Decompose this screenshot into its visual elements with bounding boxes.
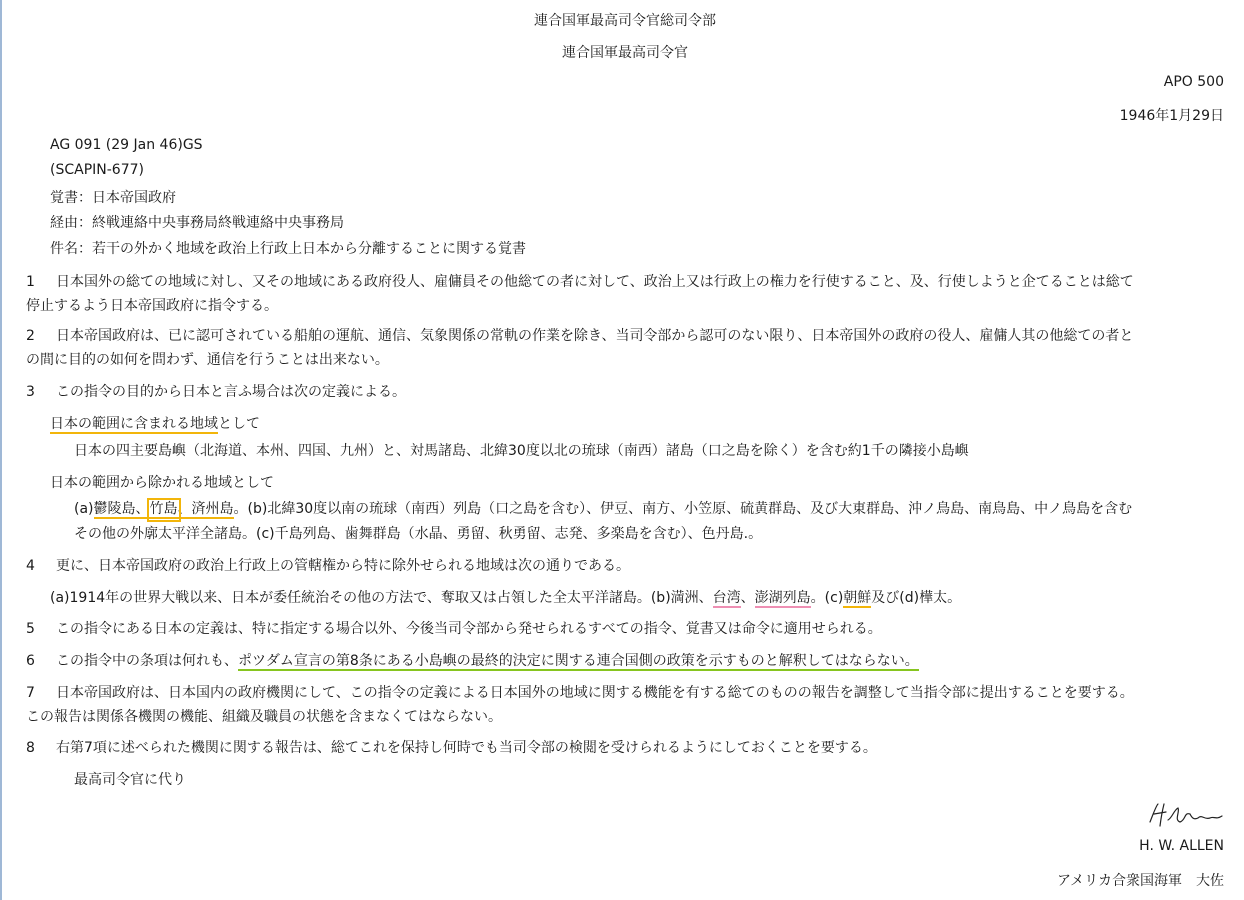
paragraph-text: 日本帝国政府は、日本国内の政府機関にして、この指令の定義による日本国外の地域に関する機能を有する総てのものの報告を調整して当指令部に提出することを要する。 xyxy=(56,685,1134,701)
potsdam-highlight: ポツダム宣言の第8条にある小島嶼の最終的決定に関する連合国側の政策を示すものと解釈してはならない。 xyxy=(238,653,919,669)
paragraph-4 xyxy=(26,555,630,575)
ag-reference: AG 091 (29 Jan 46)GS xyxy=(50,137,203,153)
header-title-2: 連合国軍最高司令官 xyxy=(562,45,688,61)
paragraph-1 xyxy=(26,271,1134,291)
paragraph-text: 日本帝国政府は、已に認可されている船舶の運航、通信、気象関係の常軌の作業を除き、当司令部から認可のない限り、日本帝国外の政府の役人、雇傭人其の他総ての者と xyxy=(56,328,1134,344)
included-areas-body: 日本の四主要島嶼（北海道、本州、四国、九州）と、対馬諸島、北緯30度以北の琉球（南西）諸島（口之島を除く）を含む約1千の隣接小島嶼 xyxy=(74,443,969,459)
paragraph-3 xyxy=(26,381,406,401)
left-border xyxy=(0,0,2,900)
excluded-areas-line-1 xyxy=(74,498,1132,518)
paragraph-6 xyxy=(26,650,919,670)
comma: 、 xyxy=(135,501,150,517)
paragraph-5 xyxy=(26,618,882,638)
signature-image xyxy=(1144,800,1224,830)
jeju-highlight: 済州島 xyxy=(191,501,234,517)
paragraph-7 xyxy=(26,682,1134,702)
separator: 。(c) xyxy=(810,590,844,606)
document xyxy=(26,0,1224,900)
memo-via: 経由：終戦連絡中央事務局終戦連絡中央事務局 xyxy=(50,215,344,231)
ulleungdo-highlight: 鬱陵島 xyxy=(93,501,136,517)
paragraph-number: 5 xyxy=(26,621,35,637)
paragraph-number: 7 xyxy=(26,685,35,701)
paragraph-4-end: 及び(d)樺太。 xyxy=(871,590,962,606)
included-areas-suffix: として xyxy=(218,416,260,432)
closing-line: 最高司令官に代り xyxy=(74,772,186,788)
paragraph-number: 6 xyxy=(26,653,35,669)
paragraph-number: 8 xyxy=(26,740,35,756)
paragraph-1-continued: 停止するよう日本帝国政府に指令する。 xyxy=(26,298,278,314)
excluded-b-text: (b)北緯30度以南の琉球（南西）列島（口之島を含む）、伊豆、南方、小笠原、硫黄群島、及び大東群島、沖ノ鳥島、南鳥島、中ノ鳥島を含む xyxy=(247,501,1133,517)
korea-highlight: 朝鮮 xyxy=(843,590,872,606)
excluded-areas-line-2: その他の外廓太平洋全諸島。(c)千島列島、歯舞群島（水晶、勇留、秋勇留、志発、多楽島を含む）、色丹島.。 xyxy=(74,526,763,542)
paragraph-4-list xyxy=(50,587,961,607)
memo-subject: 件名：若干の外かく地域を政治上行政上日本から分離することに関する覚書 xyxy=(50,241,526,257)
penghu-highlight: 澎湖列島 xyxy=(754,590,811,606)
period: 。 xyxy=(233,501,248,517)
excluded-areas-heading: 日本の範囲から除かれる地域として xyxy=(50,475,274,491)
included-areas-highlight: 日本の範囲に含まれる地域 xyxy=(50,416,218,432)
memo-recipient: 覚書：日本帝国政府 xyxy=(50,190,176,206)
included-areas-heading xyxy=(50,413,260,433)
paragraph-4-a: (a)1914年の世界大戦以来、日本が委任統治その他の方法で、奪取又は占領した全太平洋諸島。(b)満洲、 xyxy=(50,590,713,606)
paragraph-text: 更に、日本帝国政府の政治上行政上の管轄権から特に除外せられる地域は次の通りである。 xyxy=(56,558,630,574)
paragraph-text: 右第7項に述べられた機関に関する報告は、総てこれを保持し何時でも当司令部の検閲を受けられるようにしておくことを要する。 xyxy=(56,740,877,756)
paragraph-number: 4 xyxy=(26,558,35,574)
separator: 、 xyxy=(740,590,755,606)
paragraph-number: 2 xyxy=(26,328,35,344)
comma: 、 xyxy=(177,501,192,517)
document-date: 1946年1月29日 xyxy=(1119,108,1224,124)
paragraph-2 xyxy=(26,325,1133,345)
takeshima-boxed: 竹島 xyxy=(149,501,178,517)
scapin-number: (SCAPIN-677) xyxy=(50,162,144,178)
apo-number: APO 500 xyxy=(1163,74,1224,90)
paragraph-number: 1 xyxy=(26,274,35,290)
excluded-a-prefix: (a) xyxy=(74,501,94,517)
paragraph-2-continued: の間に目的の如何を問わず、通信を行うことは出来ない。 xyxy=(26,352,389,368)
paragraph-number: 3 xyxy=(26,384,35,400)
signatory-rank: アメリカ合衆国海軍 大佐 xyxy=(1056,873,1224,889)
signatory-name: H. W. ALLEN xyxy=(1139,838,1224,854)
paragraph-text: この指令にある日本の定義は、特に指定する場合以外、今後当司令部から発せられるすべての指令、覚書又は命令に適用せられる。 xyxy=(56,621,882,637)
paragraph-text: 日本国外の総ての地域に対し、又その地域にある政府役人、雇傭員その他総ての者に対して、政治上又は行政上の権力を行使すること、及、行使しようと企てることは総て xyxy=(56,274,1134,290)
paragraph-text: この指令中の条項は何れも、 xyxy=(56,653,238,669)
paragraph-7-continued: この報告は関係各機関の機能、組織及職員の状態を含まなくてはならない。 xyxy=(26,709,502,725)
paragraph-8 xyxy=(26,737,877,757)
paragraph-text: この指令の目的から日本と言ふ場合は次の定義による。 xyxy=(56,384,406,400)
header-title-1: 連合国軍最高司令官総司令部 xyxy=(534,13,716,29)
taiwan-highlight: 台湾 xyxy=(712,590,741,606)
